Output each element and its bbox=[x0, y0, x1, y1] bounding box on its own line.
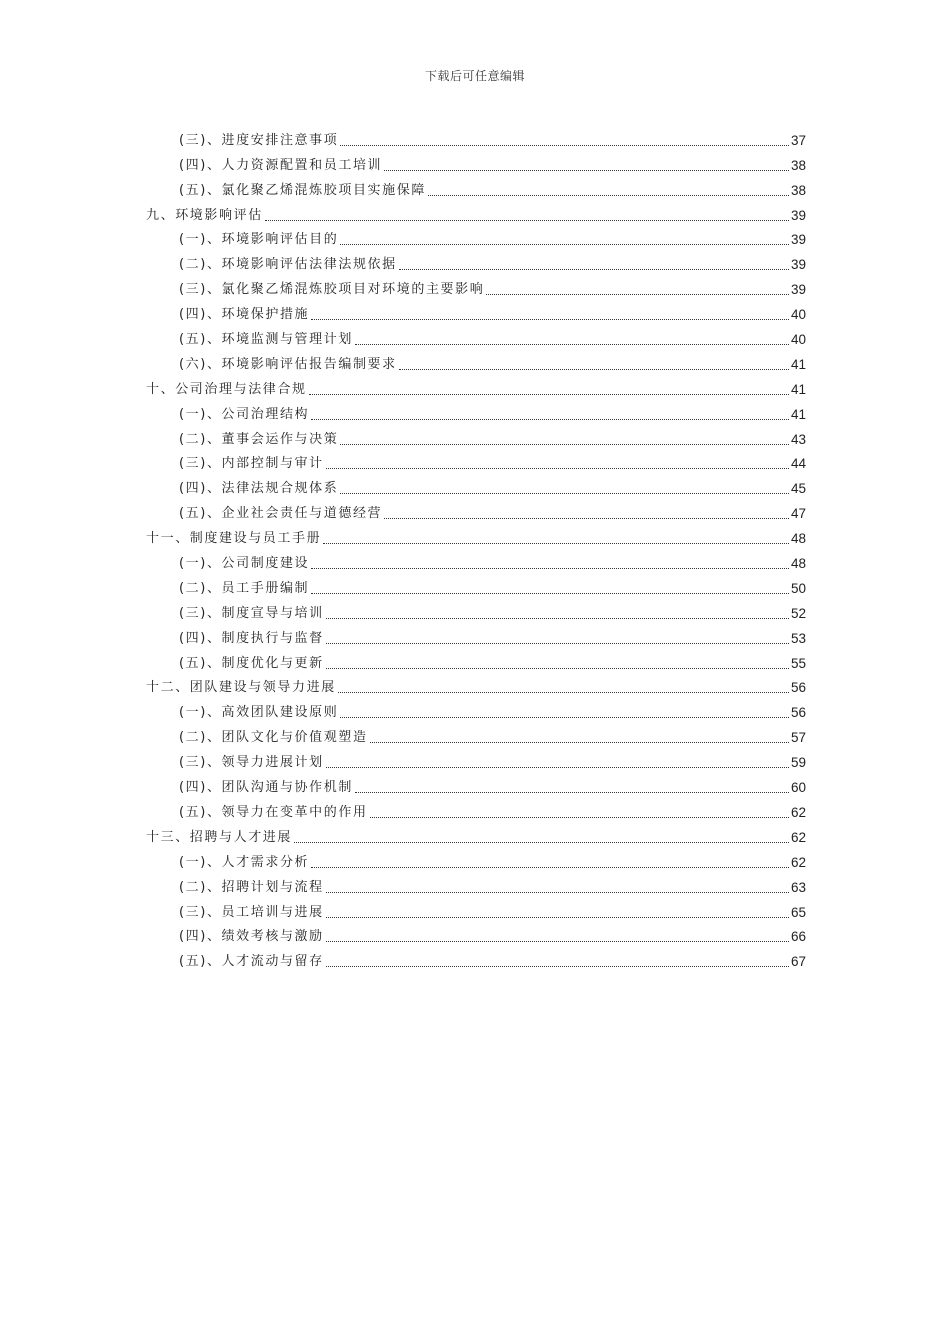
toc-entry-title: (四)、制度执行与监督 bbox=[179, 630, 324, 646]
toc-entry[interactable] bbox=[146, 200, 806, 225]
toc-entry[interactable] bbox=[146, 125, 806, 150]
toc-entry-title: (一)、公司制度建设 bbox=[179, 556, 310, 572]
toc-entry-page-number: 39 bbox=[790, 257, 806, 273]
toc-entry-title: (二)、环境影响评估法律法规依据 bbox=[179, 257, 397, 273]
toc-dot-leader bbox=[309, 394, 789, 395]
toc-dot-leader bbox=[326, 643, 789, 644]
toc-entry-title: (一)、人才需求分析 bbox=[179, 854, 310, 870]
toc-entry-title: (五)、制度优化与更新 bbox=[179, 655, 324, 671]
toc-entry-title: (三)、氯化聚乙烯混炼胶项目对环境的主要影响 bbox=[179, 282, 485, 298]
table-of-contents bbox=[146, 125, 806, 971]
toc-entry-page-number: 44 bbox=[790, 456, 806, 472]
toc-entry-title: (二)、招聘计划与流程 bbox=[179, 879, 324, 895]
toc-entry-title: 十一、制度建设与员工手册 bbox=[146, 531, 322, 547]
toc-entry-title: (四)、环境保护措施 bbox=[179, 307, 310, 323]
toc-entry-title: (五)、氯化聚乙烯混炼胶项目实施保障 bbox=[179, 182, 426, 198]
toc-entry-title: (一)、环境影响评估目的 bbox=[179, 232, 339, 248]
toc-entry-page-number: 60 bbox=[790, 780, 806, 796]
toc-entry-page-number: 52 bbox=[790, 605, 806, 621]
toc-entry[interactable] bbox=[146, 797, 806, 822]
toc-entry-title: (四)、法律法规合规体系 bbox=[179, 481, 339, 497]
toc-entry-page-number: 57 bbox=[790, 730, 806, 746]
toc-dot-leader bbox=[355, 792, 789, 793]
toc-entry-title: (四)、团队沟通与协作机制 bbox=[179, 780, 353, 796]
toc-entry[interactable] bbox=[146, 946, 806, 971]
toc-entry-title: (二)、董事会运作与决策 bbox=[179, 431, 339, 447]
toc-entry[interactable] bbox=[146, 697, 806, 722]
toc-entry[interactable] bbox=[146, 225, 806, 250]
toc-entry[interactable] bbox=[146, 150, 806, 175]
toc-dot-leader bbox=[340, 145, 789, 146]
toc-entry-page-number: 66 bbox=[790, 929, 806, 945]
toc-entry[interactable] bbox=[146, 374, 806, 399]
toc-dot-leader bbox=[370, 742, 789, 743]
toc-entry-page-number: 40 bbox=[790, 332, 806, 348]
toc-entry-title: (四)、人力资源配置和员工培训 bbox=[179, 157, 383, 173]
toc-entry-page-number: 38 bbox=[790, 182, 806, 198]
toc-entry-page-number: 39 bbox=[790, 282, 806, 298]
toc-entry-title: 十二、团队建设与领导力进展 bbox=[146, 680, 336, 696]
toc-dot-leader bbox=[311, 867, 789, 868]
toc-entry-title: (一)、公司治理结构 bbox=[179, 406, 310, 422]
toc-entry[interactable] bbox=[146, 274, 806, 299]
toc-entry-title: (六)、环境影响评估报告编制要求 bbox=[179, 356, 397, 372]
toc-dot-leader bbox=[323, 543, 789, 544]
toc-entry-title: (三)、员工培训与进展 bbox=[179, 904, 324, 920]
toc-entry[interactable] bbox=[146, 473, 806, 498]
toc-entry-page-number: 55 bbox=[790, 655, 806, 671]
toc-entry-page-number: 56 bbox=[790, 705, 806, 721]
toc-entry-page-number: 41 bbox=[790, 381, 806, 397]
toc-entry-title: (五)、企业社会责任与道德经营 bbox=[179, 506, 383, 522]
toc-entry-page-number: 41 bbox=[790, 406, 806, 422]
toc-dot-leader bbox=[326, 767, 789, 768]
toc-entry-page-number: 62 bbox=[790, 829, 806, 845]
toc-entry-page-number: 62 bbox=[790, 804, 806, 820]
toc-entry[interactable] bbox=[146, 424, 806, 449]
toc-entry[interactable] bbox=[146, 324, 806, 349]
toc-entry-page-number: 39 bbox=[790, 207, 806, 223]
toc-dot-leader bbox=[326, 917, 789, 918]
page-header: 下载后可任意编辑 bbox=[424, 69, 525, 83]
toc-entry[interactable] bbox=[146, 623, 806, 648]
toc-dot-leader bbox=[326, 941, 789, 942]
toc-dot-leader bbox=[340, 244, 789, 245]
toc-entry-page-number: 40 bbox=[790, 307, 806, 323]
toc-entry-page-number: 50 bbox=[790, 580, 806, 596]
toc-dot-leader bbox=[399, 269, 789, 270]
toc-entry-page-number: 53 bbox=[790, 630, 806, 646]
toc-entry-title: (五)、领导力在变革中的作用 bbox=[179, 804, 368, 820]
toc-entry-page-number: 41 bbox=[790, 356, 806, 372]
toc-dot-leader bbox=[384, 170, 789, 171]
toc-entry-title: 九、环境影响评估 bbox=[146, 207, 263, 223]
toc-entry-page-number: 39 bbox=[790, 232, 806, 248]
toc-dot-leader bbox=[294, 842, 789, 843]
toc-dot-leader bbox=[326, 668, 789, 669]
toc-entry-title: 十、公司治理与法律合规 bbox=[146, 381, 307, 397]
toc-entry-page-number: 48 bbox=[790, 556, 806, 572]
toc-dot-leader bbox=[340, 493, 789, 494]
toc-dot-leader bbox=[326, 618, 789, 619]
toc-entry-title: (三)、制度宣导与培训 bbox=[179, 605, 324, 621]
toc-entry-title: 十三、招聘与人才进展 bbox=[146, 829, 293, 845]
toc-entry-page-number: 43 bbox=[790, 431, 806, 447]
toc-entry[interactable] bbox=[146, 498, 806, 523]
toc-entry[interactable] bbox=[146, 299, 806, 324]
toc-dot-leader bbox=[311, 419, 789, 420]
toc-entry[interactable] bbox=[146, 922, 806, 947]
toc-dot-leader bbox=[340, 444, 789, 445]
toc-entry[interactable] bbox=[146, 822, 806, 847]
toc-dot-leader bbox=[428, 195, 789, 196]
toc-dot-leader bbox=[311, 319, 789, 320]
toc-entry[interactable] bbox=[146, 722, 806, 747]
toc-entry[interactable] bbox=[146, 548, 806, 573]
toc-entry-title: (五)、人才流动与留存 bbox=[179, 954, 324, 970]
toc-entry[interactable] bbox=[146, 847, 806, 872]
toc-entry-page-number: 62 bbox=[790, 854, 806, 870]
toc-entry-page-number: 67 bbox=[790, 954, 806, 970]
toc-dot-leader bbox=[265, 220, 789, 221]
toc-dot-leader bbox=[384, 518, 789, 519]
toc-entry[interactable] bbox=[146, 772, 806, 797]
toc-entry-title: (二)、员工手册编制 bbox=[179, 580, 310, 596]
toc-entry[interactable] bbox=[146, 349, 806, 374]
toc-entry[interactable] bbox=[146, 523, 806, 548]
toc-entry-title: (三)、领导力进展计划 bbox=[179, 755, 324, 771]
toc-entry[interactable] bbox=[146, 449, 806, 474]
toc-entry-page-number: 65 bbox=[790, 904, 806, 920]
toc-entry-title: (五)、环境监测与管理计划 bbox=[179, 332, 353, 348]
toc-dot-leader bbox=[355, 344, 789, 345]
toc-entry[interactable] bbox=[146, 673, 806, 698]
toc-entry[interactable] bbox=[146, 747, 806, 772]
toc-entry-page-number: 48 bbox=[790, 531, 806, 547]
toc-entry[interactable] bbox=[146, 598, 806, 623]
toc-entry-page-number: 56 bbox=[790, 680, 806, 696]
toc-dot-leader bbox=[311, 568, 789, 569]
toc-entry[interactable] bbox=[146, 872, 806, 897]
toc-dot-leader bbox=[326, 892, 789, 893]
toc-entry-title: (一)、高效团队建设原则 bbox=[179, 705, 339, 721]
toc-entry[interactable] bbox=[146, 897, 806, 922]
toc-entry[interactable] bbox=[146, 648, 806, 673]
toc-entry[interactable] bbox=[146, 399, 806, 424]
toc-entry-page-number: 63 bbox=[790, 879, 806, 895]
toc-entry-title: (三)、内部控制与审计 bbox=[179, 456, 324, 472]
toc-entry-page-number: 37 bbox=[790, 132, 806, 148]
toc-dot-leader bbox=[338, 692, 789, 693]
toc-entry-page-number: 45 bbox=[790, 481, 806, 497]
toc-dot-leader bbox=[340, 717, 789, 718]
toc-entry-page-number: 47 bbox=[790, 506, 806, 522]
toc-entry-title: (三)、进度安排注意事项 bbox=[179, 132, 339, 148]
toc-dot-leader bbox=[486, 294, 789, 295]
toc-dot-leader bbox=[326, 468, 789, 469]
toc-dot-leader bbox=[311, 593, 789, 594]
toc-entry-title: (四)、绩效考核与激励 bbox=[179, 929, 324, 945]
toc-dot-leader bbox=[370, 817, 789, 818]
toc-entry-page-number: 59 bbox=[790, 755, 806, 771]
toc-entry-page-number: 38 bbox=[790, 157, 806, 173]
toc-entry[interactable] bbox=[146, 175, 806, 200]
toc-entry[interactable] bbox=[146, 249, 806, 274]
toc-entry-title: (二)、团队文化与价值观塑造 bbox=[179, 730, 368, 746]
toc-dot-leader bbox=[326, 966, 789, 967]
toc-entry[interactable] bbox=[146, 573, 806, 598]
toc-dot-leader bbox=[399, 369, 789, 370]
